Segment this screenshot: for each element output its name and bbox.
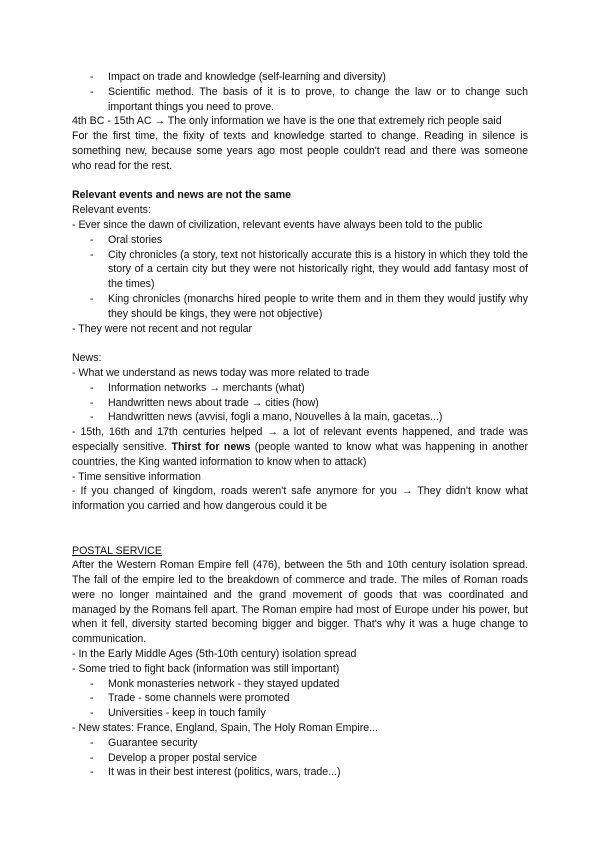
list-item: - Universities - keep in touch family bbox=[90, 707, 266, 720]
paragraph: - Time sensitive information bbox=[72, 470, 201, 483]
subheading-news: News: bbox=[72, 352, 102, 365]
paragraph: - They were not recent and not regular bbox=[72, 322, 253, 335]
paragraph: - New states: France, England, Spain, The Holy Roman Empire... bbox=[72, 722, 378, 735]
paragraph: - Ever since the dawn of civilization, relevant events have always been told to the public bbox=[72, 218, 483, 231]
paragraph: - What we understand as news today was more related to trade bbox=[72, 366, 370, 379]
list-item: - Develop a proper postal service bbox=[90, 751, 257, 764]
paragraph: - 15th, 16th and 17th centuries helped → a lot of relevant events happened, and trade was especially sensitive. Thirst for news (people wanted to know what was happening in another countries, the King wanted information to know when to attack) bbox=[72, 426, 529, 468]
list-item: - Oral stories bbox=[90, 233, 163, 246]
list-item: - Information networks → merchants (what) bbox=[90, 381, 305, 394]
list-item: - Monk monasteries network - they stayed updated bbox=[90, 677, 340, 690]
list-item: - Scientific method. The basis of it is to prove, to change the law or to change such important things you need to prove. bbox=[90, 85, 528, 113]
section-heading: Relevant events and news are not the same bbox=[72, 189, 292, 202]
subheading-relevant-events: Relevant events: bbox=[72, 204, 151, 217]
list-item: - Handwritten news (avvisi, fogli a mano, Nouvelles à la main, gacetas...) bbox=[90, 411, 443, 424]
bold-phrase: Thirst for news bbox=[171, 440, 251, 453]
paragraph: - If you changed of kingdom, roads weren't safe anymore for you → They didn't know what information you carried and how dangerous could it be bbox=[72, 485, 528, 513]
paragraph: - In the Early Middle Ages (5th-10th century) isolation spread bbox=[72, 648, 357, 661]
paragraph: - Some tried to fight back (information was still important) bbox=[72, 662, 340, 675]
paragraph: After the Western Roman Empire fell (476), between the 5th and 10th century isolation spread. The fall of the empire led to the breakdown of commerce and trade. The miles of Roman roads were no longer maintained and the grand movement of goods that was coordinated and managed by the Romans fell apart. The Roman empire had most of Europe under his power, but when it fell, diversity started becoming bigger and bigger. That's why it was a huge change to communication. bbox=[72, 559, 528, 646]
list-item: - City chronicles (a story, text not historically accurate this is a history in which they told the story of a certain city but they were not historically right, they would add fantasy most of the times) bbox=[90, 248, 528, 291]
document-content bbox=[72, 70, 528, 780]
list-item: - Trade - some channels were promoted bbox=[90, 692, 290, 705]
list-item: - It was in their best interest (politics, wars, trade...) bbox=[90, 766, 341, 779]
list-item: - Handwritten news about trade → cities (how) bbox=[90, 396, 319, 409]
paragraph: For the first time, the fixity of texts and knowledge started to change. Reading in silence is something new, because some years ago most people couldn't read and there was someone who read for the rest. bbox=[72, 130, 528, 172]
list-item: - Impact on trade and knowledge (self-learning and diversity) bbox=[90, 71, 386, 83]
list-item: - King chronicles (monarchs hired people to write them and in them they would justify why they should be kings, they were not objective) bbox=[90, 292, 528, 320]
paragraph: 4th BC - 15th AC → The only information we have is the one that extremely rich people said bbox=[72, 115, 502, 128]
section-heading: POSTAL SERVICE bbox=[72, 544, 162, 557]
list-item: - Guarantee security bbox=[90, 736, 198, 749]
